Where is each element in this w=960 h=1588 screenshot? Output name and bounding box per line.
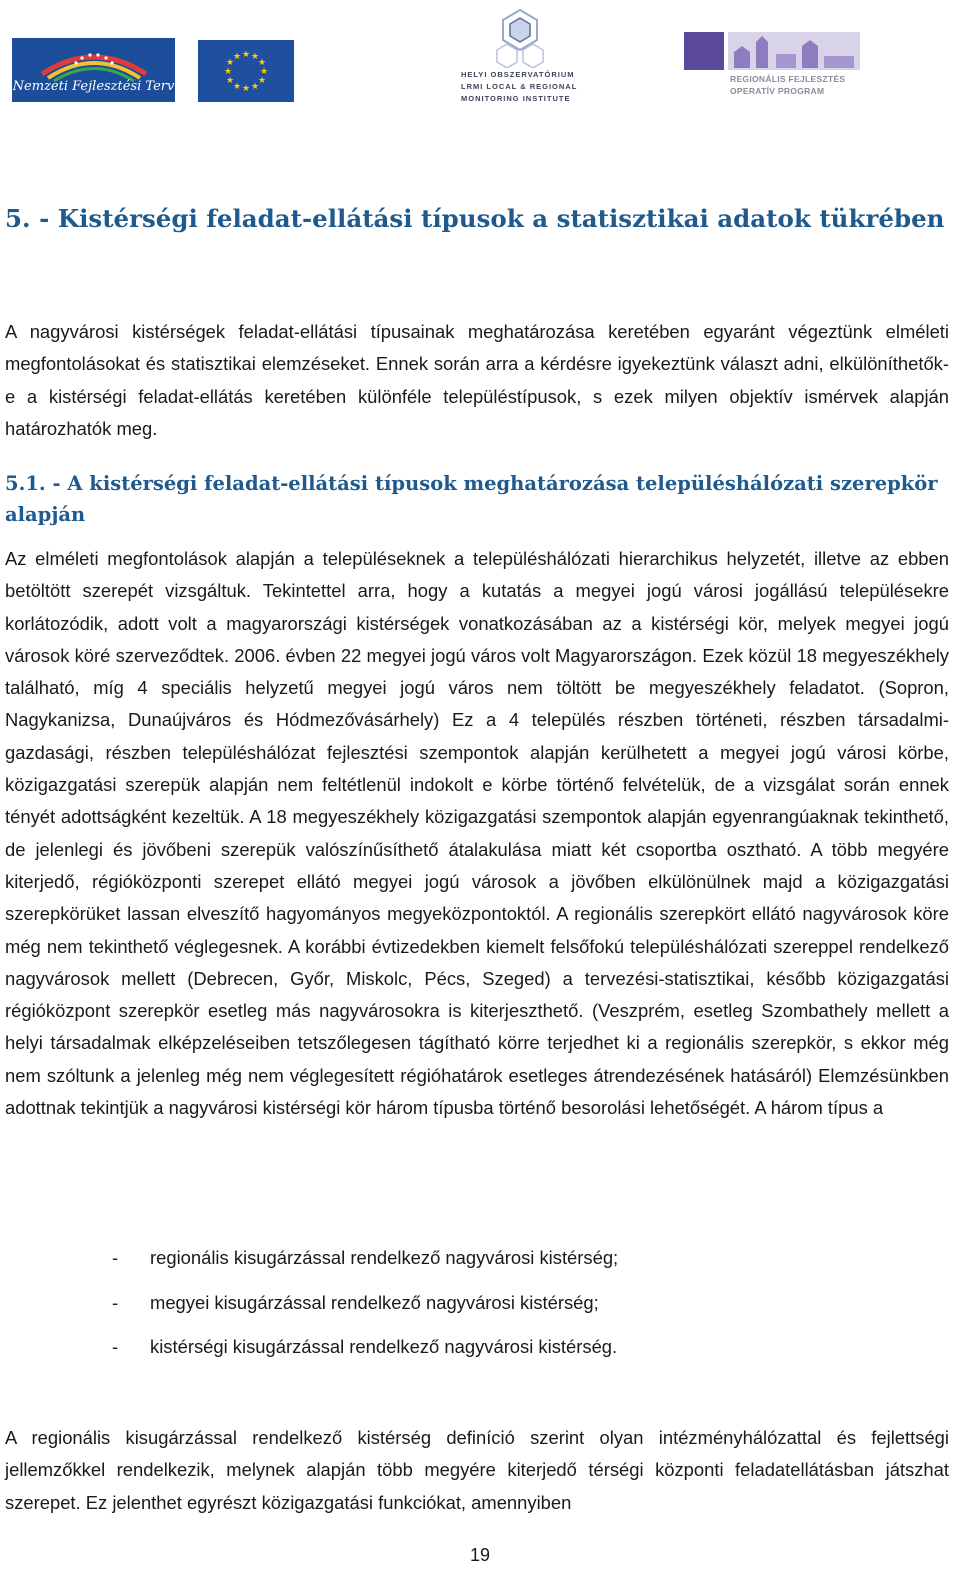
svg-text:★: ★ <box>250 52 260 62</box>
list-item <box>112 1242 618 1287</box>
svg-text:★: ★ <box>232 52 242 62</box>
lrmi-hexagon-graphic <box>455 4 590 68</box>
rop-skyline-graphic <box>684 32 860 70</box>
lrmi-institute-logo <box>455 4 590 104</box>
list-dash: - <box>112 1247 119 1268</box>
list-item-text: regionális kisugárzással rendelkező nagyvárosi kistérség; <box>150 1247 619 1268</box>
svg-text:★: ★ <box>259 67 269 77</box>
body-paragraph: Az elméleti megfontolások alapján a településeknek a településhálózati hierarchikus helyzetét, illetve az ebben betöltött szerepét vizsgáltuk. Tekintettel arra, hogy a kutatás a megyei jogú városi jogállású településekre korlátozódik, adott volt a magyarországi kistérségek vonatkozásában az a kistérségi kör, melyek megyei jogú városok köré szerveződtek. 2006. évben 22 megyei jogú város volt Magyarországon. Ezek közül 18 megyeszékhely található, míg 4 speciális helyzetű megyei jogú város nem töltött be megyeszékhely feladatot. (Sopron, Nagykanizsa, Dunaújváros és Hódmezővásárhely) Ez a 4 település részben történeti, részben társadalmi-gazdasági, részben településhálózat fejlesztési szempontok alapján kerülhetett a megyei jogú városi körbe, közigazgatási szerepük alapján nem feltétlenül indokolt e körbe történő felvételük, de a vizsgálat során ennek tényét adottságként kezeltük. A 18 megyeszékhely közigazgatási szempontok alapján egyenrangúaknak tekinthető, de jelenlegi és jövőbeni szerepük valószínűsíthető átalakulása miatt két csoportba osztható. A több megyére kiterjedő, régióközponti szerepet ellátó megyei jogú városok a jövőben elkülönülnek majd a közigazgatási szerepkörüket lassan elveszítő hagyományos megyeközpontoktól. A regionális szerepkört ellátó nagyvárosok köre még nem tekinthető véglegesnek. A korábbi évtizedekben kiemelt felsőfokú településhálózati szereppel rendelkező nagyvárosok mellett (Debrecen, Győr, Miskolc, Pécs, Szeged) a tervezési-statisztikai, később közigazgatási régióközpont szerepkör esetleg más nagyvárosokra is kiterjeszthető. (Veszprém, esetleg Szombathely mellett a helyi társadalmak elképzeléseiben tetszőlegesen tágítható körre terjedhet ki a regionális szerepkör, s ekkor még nem szóltunk a jelenleg még nem véglegesített régióhatárok esetleges átrendezésének hatásáról) Elemzésünkben adottnak tekintjük a nagyvárosi kistérségi kör három típusba történő besorolási lehetőségét. A három típus a <box>5 548 949 1119</box>
lrmi-logo-line-2: LRMI LOCAL & REGIONAL <box>461 82 578 91</box>
svg-text:★: ★ <box>257 76 267 86</box>
eu-flag-logo <box>198 40 294 102</box>
subsection-heading: 5.1. - A kistérségi feladat-ellátási típusok meghatározása településhálózati szerepkör alapján <box>5 472 938 526</box>
header-logos <box>0 0 960 112</box>
page-number: 19 <box>469 1545 491 1565</box>
list-dash: - <box>112 1336 119 1358</box>
rop-logo-line-2: OPERATÍV PROGRAM <box>730 86 825 96</box>
lrmi-logo-line-3: MONITORING INSTITUTE <box>461 94 571 103</box>
svg-text:★: ★ <box>225 58 235 68</box>
regionalis-fejlesztes-logo <box>684 32 860 102</box>
lrmi-logo-line-1: HELYI OBSZERVATÓRIUM <box>461 70 575 79</box>
type-list <box>112 1242 618 1376</box>
svg-text:★: ★ <box>250 82 260 92</box>
list-item-text: megyei kisugárzással rendelkező nagyvárosi kistérség; <box>150 1291 599 1313</box>
svg-text:★: ★ <box>225 76 235 86</box>
rop-logo-line-1: REGIONÁLIS FEJLESZTÉS <box>730 74 846 84</box>
svg-text:★: ★ <box>223 67 233 77</box>
nemzeti-fejlesztesi-terv-logo <box>12 38 175 102</box>
list-dash: - <box>112 1291 119 1313</box>
svg-text:★: ★ <box>241 50 251 60</box>
eu-stars-graphic <box>198 40 294 102</box>
section-heading: 5. - Kistérségi feladat-ellátási típusok a statisztikai adatok tükrében <box>5 204 945 233</box>
list-item-text: kistérségi kisugárzással rendelkező nagyvárosi kistérség. <box>150 1336 618 1358</box>
list-item <box>112 1287 618 1332</box>
nft-logo-text: Nemzeti Fejlesztési Terv <box>12 79 175 94</box>
list-item <box>112 1331 618 1376</box>
closing-paragraph: A regionális kisugárzással rendelkező kistérség definíció szerint olyan intézményhálózattal és fejlettségi jellemzőkkel rendelkezik, melynek alapján több megyére kiterjedő térségi központi feladatellátásban játszhat szerepet. Ez jelenthet egyrészt közigazgatási funkciókat, amennyiben <box>5 1427 949 1513</box>
svg-text:★: ★ <box>241 84 251 94</box>
intro-paragraph: A nagyvárosi kistérségek feladat-ellátási típusainak meghatározása keretében egyaránt végeztünk elméleti megfontolásokat és statisztikai elemzéseket. Ennek során arra a kérdésre igyekeztünk választ adni, elkülöníthetők-e a kistérségi feladat-ellátás keretében különféle településtípusok, s ezek milyen objektív ismérvek alapján határozhatók meg. <box>5 321 949 439</box>
svg-text:★: ★ <box>232 82 242 92</box>
svg-text:★: ★ <box>257 58 267 68</box>
